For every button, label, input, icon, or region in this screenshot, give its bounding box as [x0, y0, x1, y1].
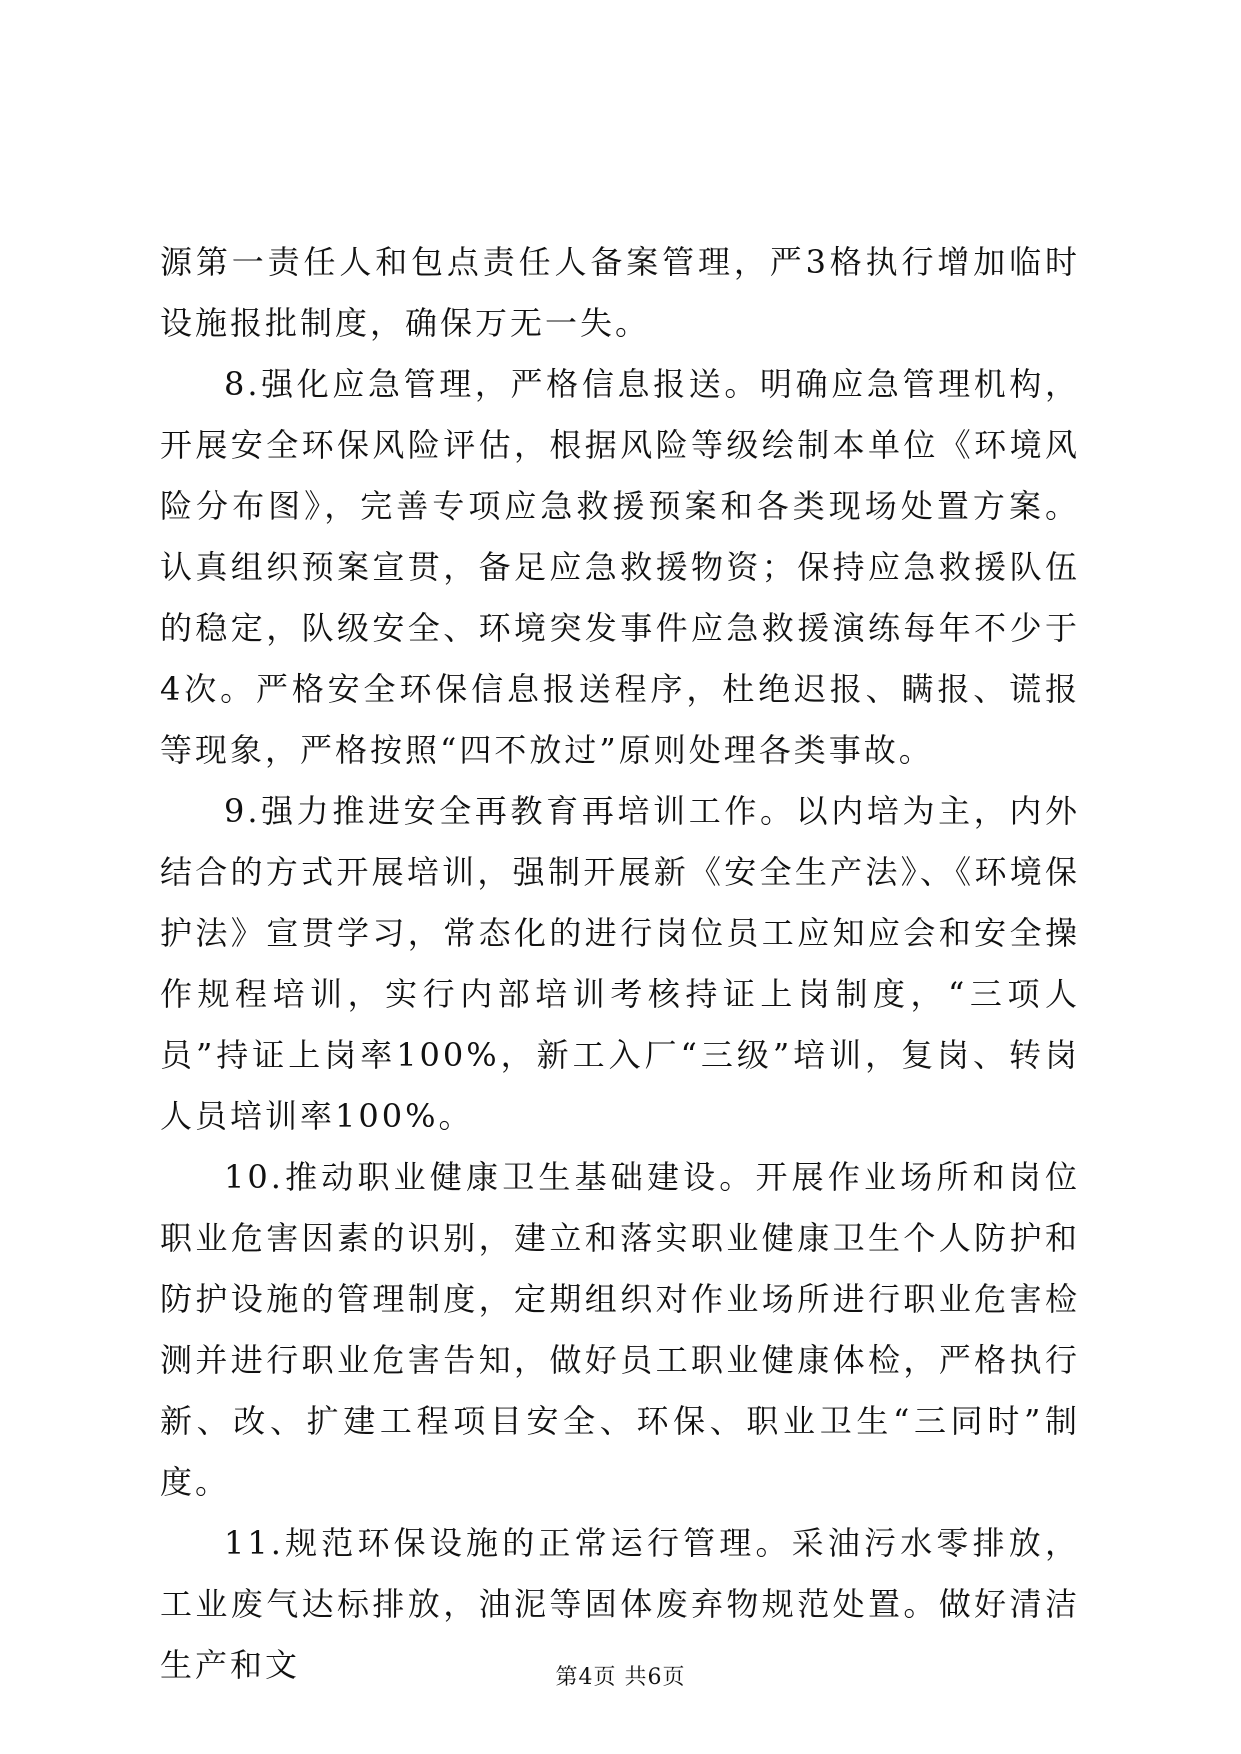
paragraph-item-11: 11.规范环保设施的正常运行管理。采油污水零排放，工业废气达标排放，油泥等固体废弃物规范处置。做好清洁生产和文 [160, 1524, 1080, 1684]
page-footer: 第4页 共6页 [555, 1665, 686, 1690]
paragraph-item-9: 9.强力推进安全再教育再培训工作。以内培为主，内外结合的方式开展培训，强制开展新《安全生产法》、《环境保护法》宣贯学习，常态化的进行岗位员工应知应会和安全操作规程培训，实行内部培训考核持证上岗制度，“三项人员”持证上岗率100%，新工入厂“三级”培训，复岗、转岗人员培训率100%。 [160, 792, 1080, 1135]
paragraph-item-8: 8.强化应急管理，严格信息报送。明确应急管理机构，开展安全环保风险评估，根据风险等级绘制本单位《环境风险分布图》，完善专项应急救援预案和各类现场处置方案。认真组织预案宣贯，备足应急救援物资；保持应急救援队伍的稳定，队级安全、环境突发事件应急救援演练每年不少于4次。严格安全环保信息报送程序，杜绝迟报、瞒报、谎报等现象，严格按照“四不放过”原则处理各类事故。 [160, 365, 1080, 769]
paragraph-continuation: 源第一责任人和包点责任人备案管理，严3格执行增加临时设施报批制度，确保万无一失。 [160, 243, 1080, 342]
paragraph-item-10: 10.推动职业健康卫生基础建设。开展作业场所和岗位职业危害因素的识别，建立和落实职业健康卫生个人防护和防护设施的管理制度，定期组织对作业场所进行职业危害检测并进行职业危害告知，做好员工职业健康体检，严格执行新、改、扩建工程项目安全、环保、职业卫生“三同时”制度。 [160, 1158, 1080, 1501]
document-body [160, 232, 1080, 1696]
